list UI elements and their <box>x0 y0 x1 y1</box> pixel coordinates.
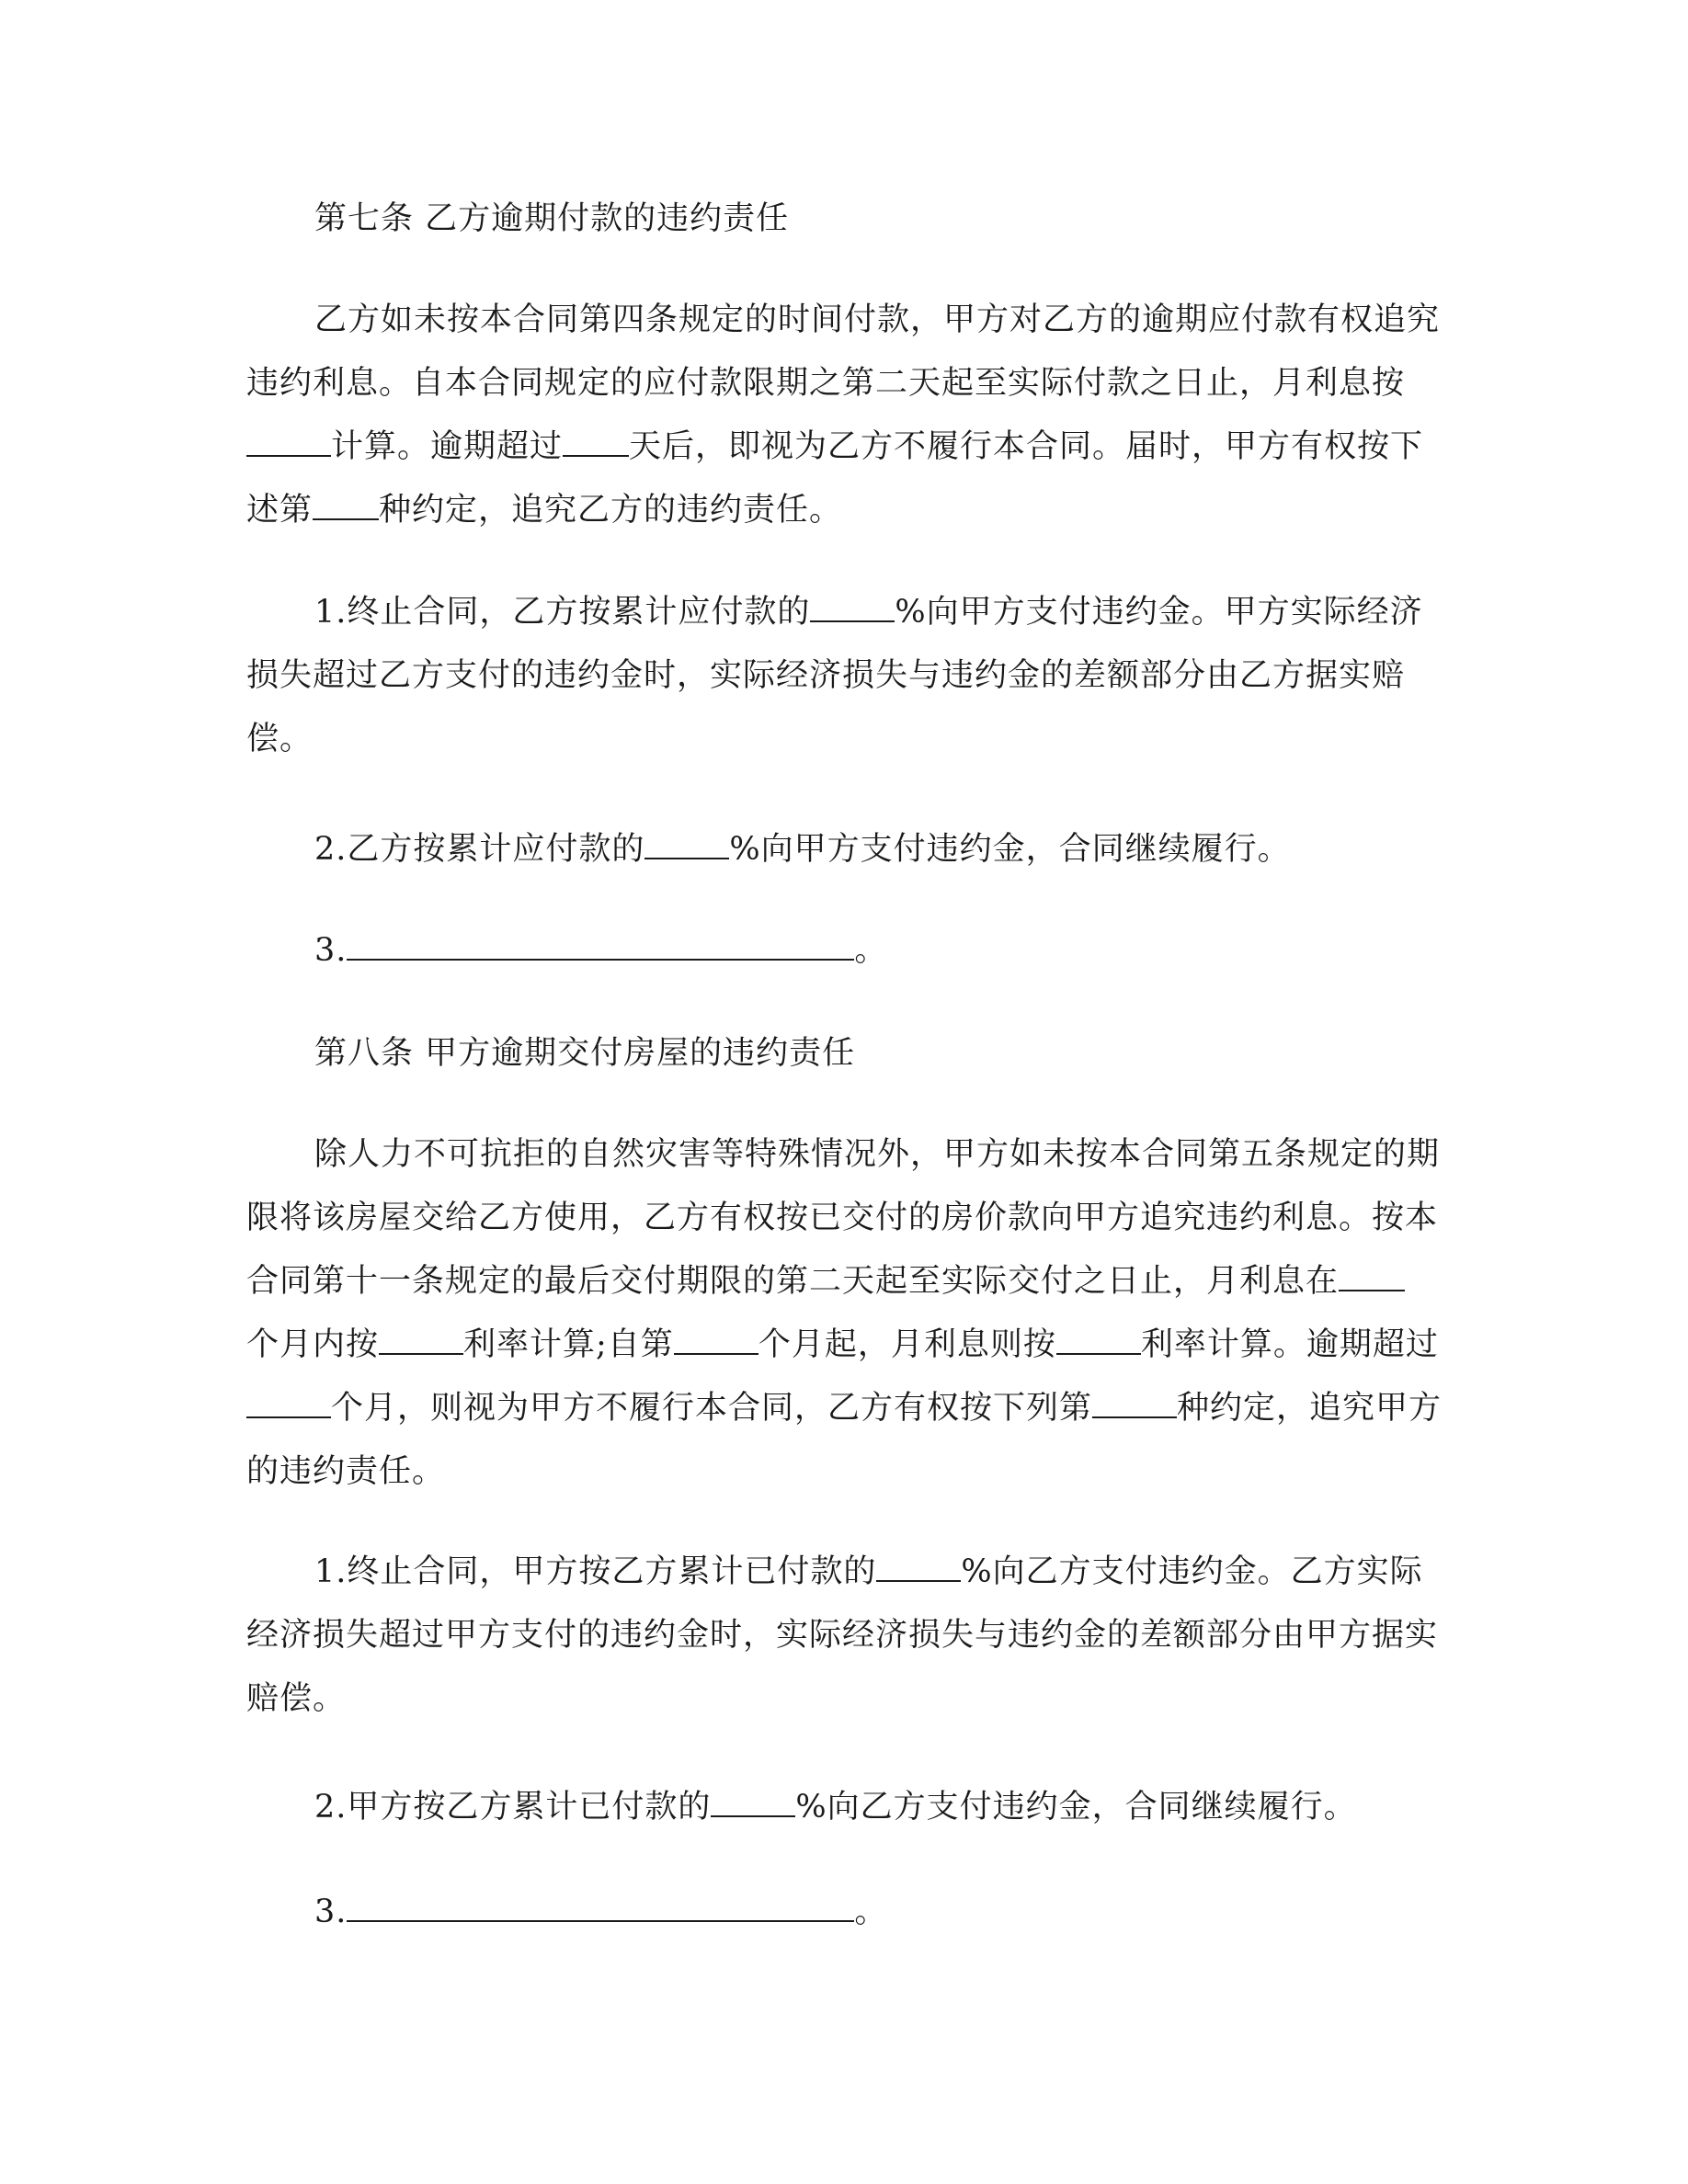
body-line: 损失超过乙方支付的违约金时，实际经济损失与违约金的差额部分由乙方据实赔 <box>246 657 1406 694</box>
text-run: %向甲方支付违约金，合同继续履行。 <box>729 831 1291 868</box>
text-run: 2.乙方按累计应付款的 <box>314 831 645 868</box>
blank-field[interactable] <box>711 1788 795 1817</box>
blank-field[interactable] <box>674 1325 758 1355</box>
body-line: 经济损失超过甲方支付的违约金时，实际经济损失与违约金的差额部分由甲方据实 <box>246 1617 1439 1654</box>
blank-field[interactable] <box>347 1893 854 1922</box>
blank-field[interactable] <box>876 1553 961 1582</box>
text-run: %向甲方支付违约金。甲方实际经济 <box>895 594 1423 631</box>
text-run: 3. <box>314 932 348 969</box>
text-run: 计算。逾期超过 <box>331 428 564 465</box>
body-line: 限将该房屋交给乙方使用，乙方有权按已交付的房价款向甲方追究违约利息。按本 <box>246 1200 1439 1236</box>
body-line <box>246 1250 1442 1314</box>
text-run: 天后，即视为乙方不履行本合同。届时，甲方有权按下 <box>629 428 1424 465</box>
body-line: 违约利息。自本合同规定的应付款限期之第二天起至实际付款之日止，月利息按 <box>246 365 1406 402</box>
text-run: 3. <box>314 1894 348 1930</box>
text-run: 个月内按 <box>246 1326 380 1363</box>
article-7-heading: 第七条 乙方逾期付款的违约责任 <box>314 200 790 237</box>
article-7-body <box>246 289 1442 542</box>
text-run: 2.甲方按乙方累计已付款的 <box>314 1789 712 1826</box>
text-run: 种约定，追究乙方的违约责任。 <box>379 492 843 529</box>
text-run: 个月起，月利息则按 <box>758 1326 1056 1363</box>
blank-field[interactable] <box>313 491 379 520</box>
blank-field[interactable] <box>644 830 729 859</box>
body-line <box>246 919 1442 983</box>
blank-field[interactable] <box>347 931 854 961</box>
blank-field[interactable] <box>563 427 629 457</box>
body-line: 除人力不可抗拒的自然灾害等特殊情况外，甲方如未按本合同第五条规定的期 <box>314 1136 1441 1173</box>
body-line: 赔偿。 <box>246 1680 347 1717</box>
blank-field[interactable] <box>246 427 331 457</box>
article-8-item-3 <box>246 1881 1442 1944</box>
article-7-item-1 <box>246 581 1442 771</box>
text-run: 。 <box>854 932 888 969</box>
blank-field[interactable] <box>1339 1262 1405 1291</box>
body-line <box>246 1881 1442 1944</box>
body-line: 乙方如未按本合同第四条规定的时间付款，甲方对乙方的逾期应付款有权追究 <box>314 301 1441 338</box>
blank-field[interactable] <box>1056 1325 1141 1355</box>
text-run: 。 <box>854 1894 888 1930</box>
blank-field[interactable] <box>810 593 895 622</box>
text-run: 述第 <box>246 492 314 529</box>
article-8-item-1 <box>246 1541 1442 1731</box>
article-7-item-2 <box>246 818 1442 882</box>
article-7-item-3 <box>246 919 1442 983</box>
text-run: %向乙方支付违约金，合同继续履行。 <box>795 1789 1357 1826</box>
body-line: 的违约责任。 <box>246 1453 446 1490</box>
blank-field[interactable] <box>379 1325 463 1355</box>
body-line <box>246 818 1442 882</box>
body-line <box>246 479 1442 542</box>
text-run: 个月，则视为甲方不履行本合同，乙方有权按下列第 <box>331 1390 1093 1427</box>
blank-field[interactable] <box>246 1389 331 1418</box>
text-run: 合同第十一条规定的最后交付期限的第二天起至实际交付之日止，月利息在 <box>246 1263 1340 1300</box>
body-line <box>246 415 1442 479</box>
body-line <box>246 1314 1442 1377</box>
body-line <box>246 1377 1442 1440</box>
text-run: 种约定，追究甲方 <box>1177 1390 1443 1427</box>
text-run: %向乙方支付违约金。乙方实际 <box>961 1553 1423 1590</box>
text-run: 1.终止合同，甲方按乙方累计已付款的 <box>314 1553 877 1590</box>
body-line: 偿。 <box>246 721 314 757</box>
text-run: 利率计算。逾期超过 <box>1140 1326 1439 1363</box>
blank-field[interactable] <box>1092 1389 1177 1418</box>
body-line <box>246 1541 1442 1604</box>
text-run: 利率计算;自第 <box>463 1326 674 1363</box>
text-run: 1.终止合同，乙方按累计应付款的 <box>314 594 811 631</box>
article-8-item-2 <box>246 1776 1442 1839</box>
body-line <box>246 581 1442 644</box>
article-8-heading: 第八条 甲方逾期交付房屋的违约责任 <box>314 1035 856 1072</box>
body-line <box>246 1776 1442 1839</box>
article-8-body <box>246 1123 1442 1504</box>
